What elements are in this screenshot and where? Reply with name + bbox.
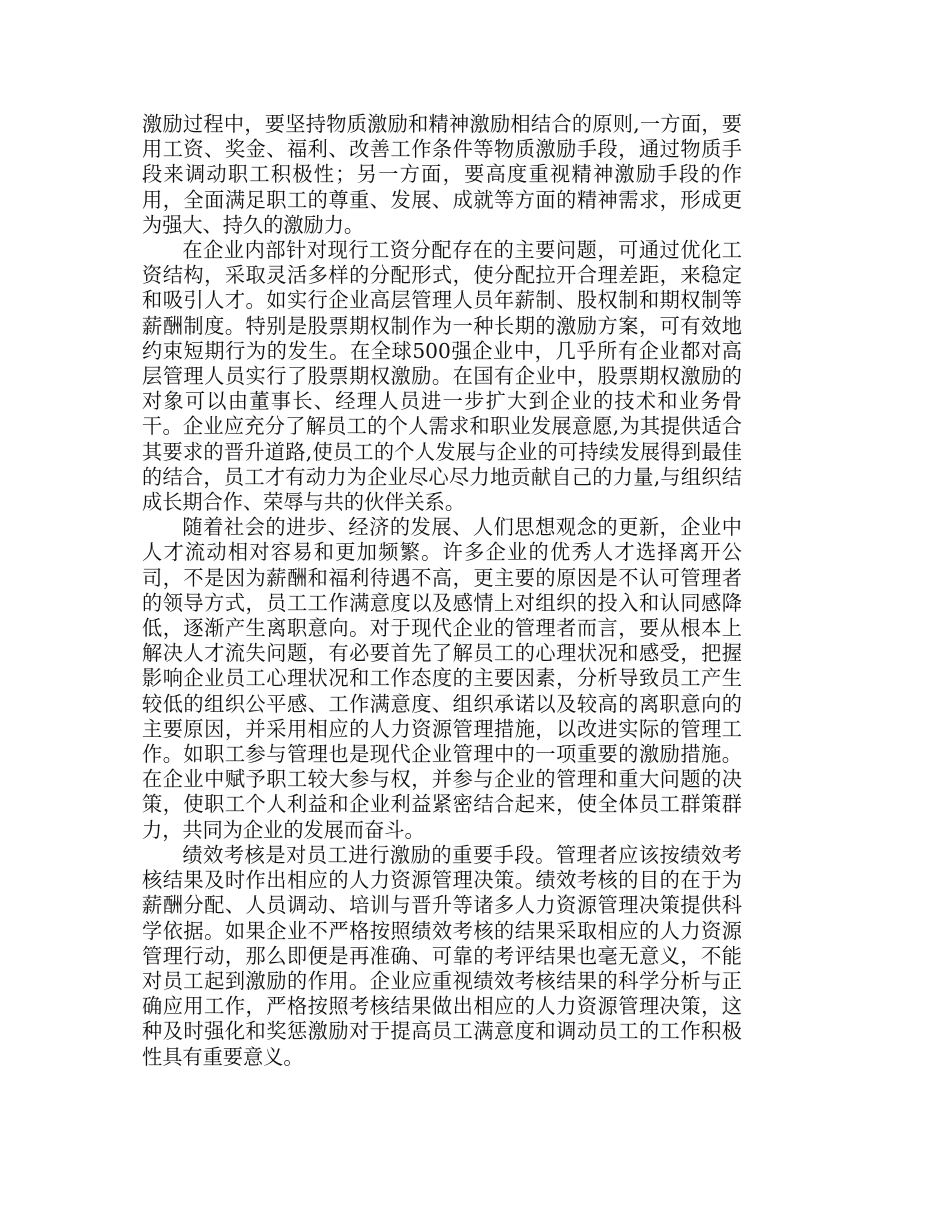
document-page xyxy=(142,112,742,1070)
paragraph-2: 在企业内部针对现行工资分配存在的主要问题，可通过优化工资结构，采取灵活多样的分配形式，使分配拉开合理差距，来稳定和吸引人才。如实行企业高层管理人员年薪制、股权制和期权制等薪酬制度。特别是股票期权制作为一种长期的激励方案，可有效地约束短期行为的发生。在全球500强企业中，几乎所有企业都对高层管理人员实行了股票期权激励。在国有企业中，股票期权激励的对象可以由董事长、经理人员进一步扩大到企业的技术和业务骨干。企业应充分了解员工的个人需求和职业发展意愿,为其提供适合其要求的晋升道路,使员工的个人发展与企业的可持续发展得到最佳的结合，员工才有动力为企业尽心尽力地贡献自己的力量,与组织结成长期合作、荣辱与共的伙伴关系。 xyxy=(142,238,742,515)
paragraph-4: 绩效考核是对员工进行激励的重要手段。管理者应该按绩效考核结果及时作出相应的人力资源管理决策。绩效考核的目的在于为薪酬分配、人员调动、培训与晋升等诸多人力资源管理决策提供科学依据。如果企业不严格按照绩效考核的结果采取相应的人力资源管理行动，那么即便是再准确、可靠的考评结果也毫无意义，不能对员工起到激励的作用。企业应重视绩效考核结果的科学分析与正确应用工作，严格按照考核结果做出相应的人力资源管理决策，这种及时强化和奖惩激励对于提高员工满意度和调动员工的工作积极性具有重要意义。 xyxy=(142,842,742,1069)
paragraph-3: 随着社会的进步、经济的发展、人们思想观念的更新，企业中人才流动相对容易和更加频繁。许多企业的优秀人才选择离开公司，不是因为薪酬和福利待遇不高，更主要的原因是不认可管理者的领导方式，员工工作满意度以及感情上对组织的投入和认同感降低，逐渐产生离职意向。对于现代企业的管理者而言，要从根本上解决人才流失问题，有必要首先了解员工的心理状况和感受，把握影响企业员工心理状况和工作态度的主要因素，分析导致员工产生较低的组织公平感、工作满意度、组织承诺以及较高的离职意向的主要原因，并采用相应的人力资源管理措施，以改进实际的管理工作。如职工参与管理也是现代企业管理中的一项重要的激励措施。在企业中赋予职工较大参与权，并参与企业的管理和重大问题的决策，使职工个人利益和企业利益紧密结合起来，使全体员工群策群力，共同为企业的发展而奋斗。 xyxy=(142,515,742,842)
paragraph-1: 激励过程中，要坚持物质激励和精神激励相结合的原则,一方面，要用工资、奖金、福利、改善工作条件等物质激励手段，通过物质手段来调动职工积极性；另一方面，要高度重视精神激励手段的作用，全面满足职工的尊重、发展、成就等方面的精神需求，形成更为强大、持久的激励力。 xyxy=(142,112,742,237)
